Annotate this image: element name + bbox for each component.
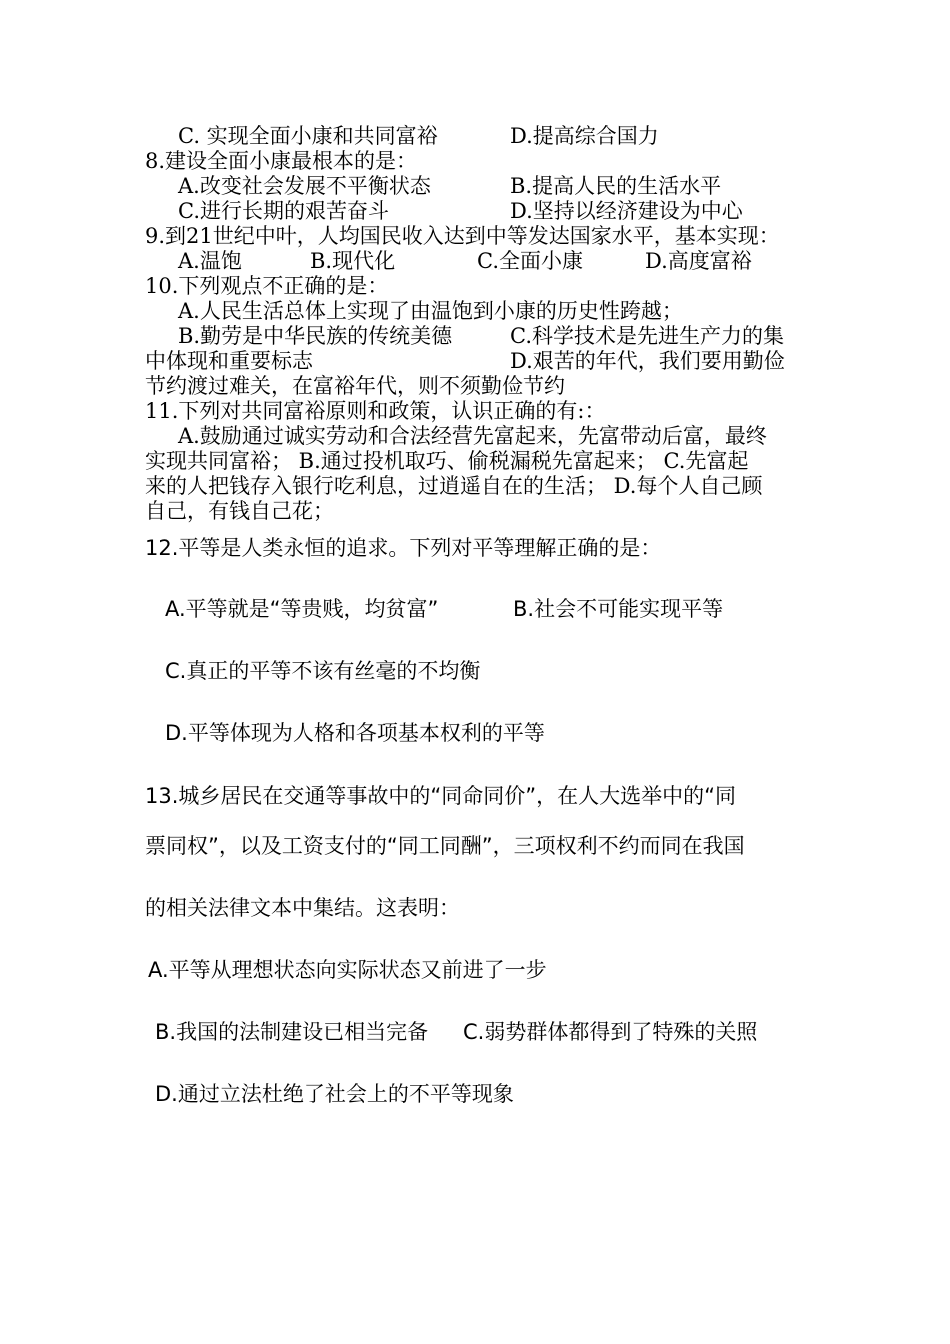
q10-option-c-start: C.科学技术是先进生产力的集 (510, 324, 784, 348)
q8-option-a: A.改变社会发展不平衡状态 (178, 174, 431, 198)
q12-option-d: D.平等体现为人格和各项基本权利的平等 (165, 721, 545, 745)
q9-option-c: C.全面小康 (477, 249, 583, 273)
q13-stem-line-2: 票同权”，以及工资支付的“同工同酬”，三项权利不约而同在我国 (145, 834, 745, 858)
q9-stem: 9.到21世纪中叶，人均国民收入达到中等发达国家水平，基本实现： (145, 224, 780, 248)
q13-stem-line-3: 的相关法律文本中集结。这表明： (145, 896, 460, 920)
q7-option-d: D.提高综合国力 (510, 124, 659, 148)
q11-stem: 11.下列对共同富裕原则和政策，认识正确的有:： (145, 399, 606, 423)
q10-stem: 10.下列观点不正确的是： (145, 274, 389, 298)
q7-option-c: C. 实现全面小康和共同富裕 (178, 124, 438, 148)
q10-option-d-end: 节约渡过难关，在富裕年代，则不须勤俭节约 (145, 374, 565, 398)
q13-stem-line-1: 13.城乡居民在交通等事故中的“同命同价”，在人大选举中的“同 (145, 784, 737, 808)
q10-option-d-start: D.艰苦的年代，我们要用勤俭 (510, 349, 785, 373)
q9-option-d: D.高度富裕 (645, 249, 752, 273)
q10-option-a: A.人民生活总体上实现了由温饱到小康的历史性跨越； (178, 299, 683, 323)
q8-option-d: D.坚持以经济建设为中心 (510, 199, 743, 223)
q11-options-line-2: 实现共同富裕； B.通过投机取巧、偷税漏税先富起来； C.先富起 (145, 449, 749, 473)
q12-option-b: B.社会不可能实现平等 (513, 597, 724, 621)
q13-option-d: D.通过立法杜绝了社会上的不平等现象 (155, 1082, 514, 1106)
q12-stem: 12.平等是人类永恒的追求。下列对平等理解正确的是： (145, 536, 662, 560)
q12-option-a: A.平等就是“等贵贱，均贫富” (165, 597, 439, 621)
q8-option-c: C.进行长期的艰苦奋斗 (178, 199, 389, 223)
q9-option-b: B.现代化 (310, 249, 396, 273)
q10-option-b: B.勤劳是中华民族的传统美德 (178, 324, 453, 348)
q8-option-b: B.提高人民的生活水平 (510, 174, 722, 198)
q11-options-line-4: 自己，有钱自己花； (145, 499, 334, 523)
q10-option-c-end: 中体现和重要标志 (145, 349, 313, 373)
q8-stem: 8.建设全面小康最根本的是： (145, 149, 418, 173)
q13-option-a: A.平等从理想状态向实际状态又前进了一步 (148, 958, 547, 982)
q13-option-b: B.我国的法制建设已相当完备 (155, 1020, 429, 1044)
q12-option-c: C.真正的平等不该有丝毫的不均衡 (165, 659, 481, 683)
q11-options-line-3: 来的人把钱存入银行吃利息，过逍遥自在的生活； D.每个人自己顾 (145, 474, 763, 498)
q9-option-a: A.温饱 (178, 249, 242, 273)
q11-options-line-1: A.鼓励通过诚实劳动和合法经营先富起来，先富带动后富，最终 (178, 424, 767, 448)
q13-option-c: C.弱势群体都得到了特殊的关照 (463, 1020, 758, 1044)
